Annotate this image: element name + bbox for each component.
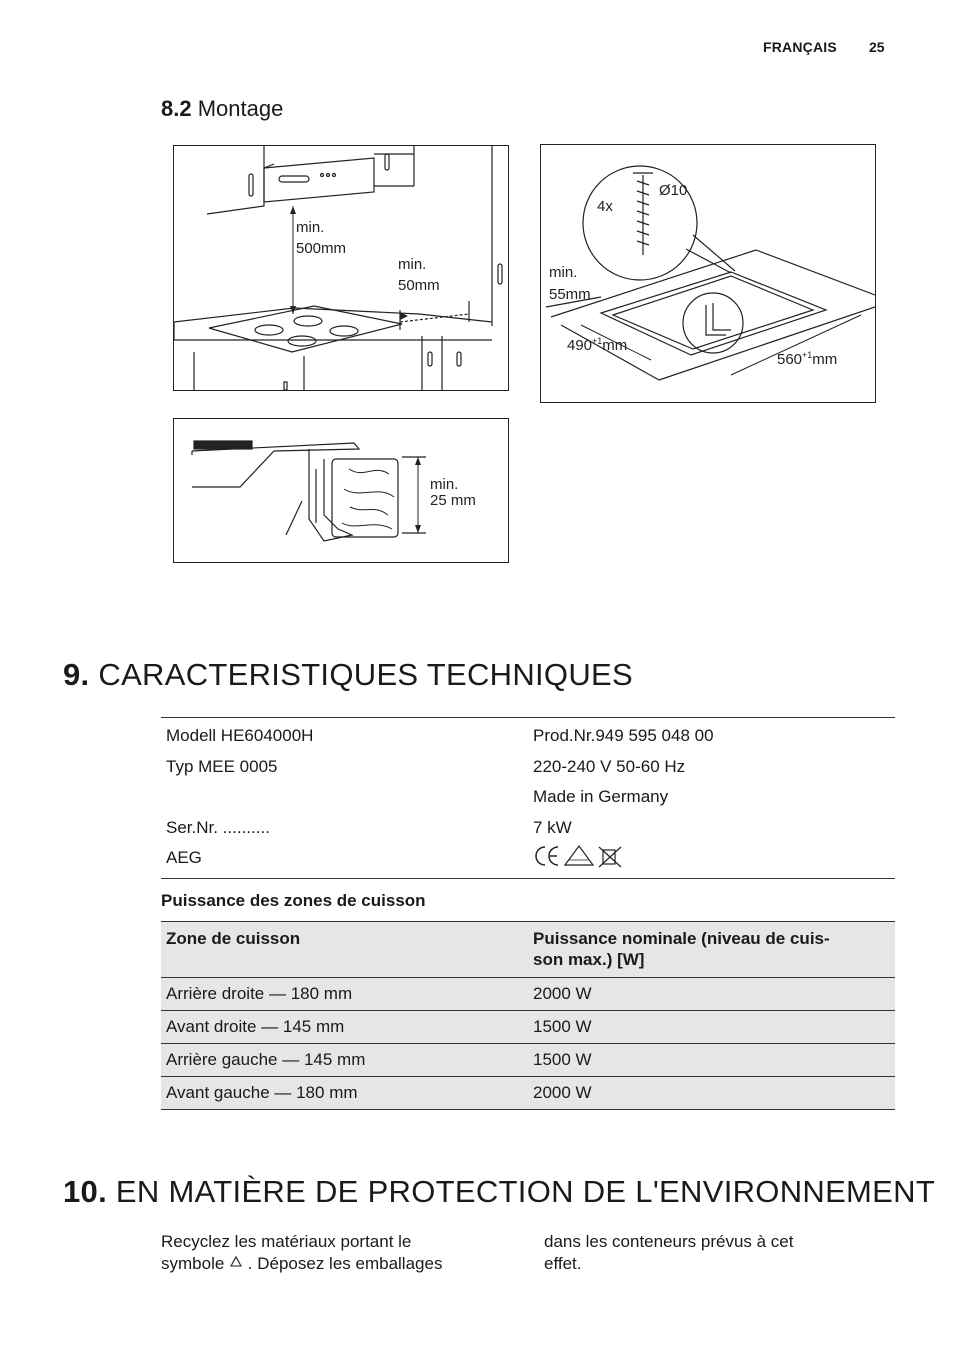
recycle-icon [229, 1256, 243, 1270]
recycling-paragraph-left [161, 1231, 491, 1275]
subsection-number: 8.2 [161, 96, 192, 121]
section-10-title [63, 1174, 935, 1210]
section-9-number: 9. [63, 657, 90, 692]
spec-cell: AEG [166, 848, 202, 868]
vde-mark-icon [565, 846, 593, 865]
table-row [161, 1011, 895, 1044]
section-9-label: CARACTERISTIQUES TECHNIQUES [98, 657, 633, 692]
zone-cell: Avant droite — 145 mm [166, 1017, 345, 1036]
spec-cell: Modell HE604000H [166, 726, 314, 746]
diameter-label: Ø10 [659, 182, 688, 199]
power-cell: 2000 W [533, 1083, 592, 1102]
table-row [161, 1044, 895, 1077]
power-table [161, 921, 895, 1110]
ce-mark-icon [536, 847, 545, 865]
zone-cell: Arrière droite — 180 mm [166, 984, 353, 1003]
spec-cell: 220-240 V 50-60 Hz [533, 756, 686, 776]
clip-detail-figure [173, 418, 509, 563]
power-cell: 1500 W [533, 1050, 592, 1069]
spec-cell: Prod.Nr.949 595 048 00 [533, 726, 714, 746]
spec-cell: 7 kW [533, 817, 572, 837]
recycling-paragraph-right [544, 1231, 874, 1275]
spec-row [161, 752, 895, 783]
min-25-label-a: min. [430, 476, 459, 493]
table-row [161, 1077, 895, 1110]
spec-row [161, 813, 895, 844]
zone-cell: Avant gauche — 180 mm [166, 1083, 358, 1102]
spec-table [161, 717, 895, 879]
spec-row [161, 843, 895, 874]
para-line: effet. [544, 1254, 582, 1273]
subsection-label: Montage [197, 96, 284, 121]
header-cell-power [533, 928, 895, 977]
table-row [161, 978, 895, 1011]
cabinet-clearance-figure [173, 145, 509, 391]
min-500-label-a: min. [296, 219, 325, 236]
certification-marks [533, 844, 895, 873]
header-power-line-1: Puissance nominale (niveau de cuis- [533, 929, 830, 948]
power-table-header [161, 922, 895, 978]
min-55-label-a: min. [549, 264, 578, 281]
min-50-label-b: 50mm [398, 277, 440, 294]
header-cell-zone: Zone de cuisson [166, 929, 301, 948]
dim-490-label: $490^{+1}mm$ [567, 336, 628, 354]
spec-row [161, 782, 895, 813]
min-50-label-a: min. [398, 256, 427, 273]
spec-cell: Ser.Nr. .......... [166, 817, 270, 837]
spec-row [161, 721, 895, 752]
dim-560-label: $560^{+1}mm$ [777, 350, 838, 368]
section-10-label: EN MATIÈRE DE PROTECTION DE L'ENVIRONNEMENT [115, 1174, 936, 1209]
para-line: symbole . Déposez les emballages [161, 1254, 443, 1273]
header-language: FRANÇAIS [763, 39, 837, 55]
power-cell: 1500 W [533, 1017, 592, 1036]
para-line: dans les conteneurs prévus à cet [544, 1232, 794, 1251]
power-table-title: Puissance des zones de cuisson [161, 891, 426, 910]
section-10-number: 10. [63, 1174, 107, 1209]
para-line: Recyclez les matériaux portant le [161, 1232, 412, 1251]
power-cell: 2000 W [533, 984, 592, 1003]
section-9-title [63, 657, 633, 693]
spec-cell: Typ MEE 0005 [166, 756, 278, 776]
spec-cell: Made in Germany [533, 787, 669, 807]
zone-cell: Arrière gauche — 145 mm [166, 1050, 366, 1069]
subsection-title [161, 96, 283, 122]
cutout-dimension-figure [540, 144, 876, 403]
min-500-label-b: 500mm [296, 240, 347, 257]
min-25-label-b: 25 mm [430, 492, 476, 509]
header-power-line-2: son max.) [W] [533, 950, 645, 969]
page-number: 25 [869, 39, 885, 55]
min-55-label-b: 55mm [549, 286, 591, 303]
quantity-4x-label: 4x [597, 198, 613, 215]
